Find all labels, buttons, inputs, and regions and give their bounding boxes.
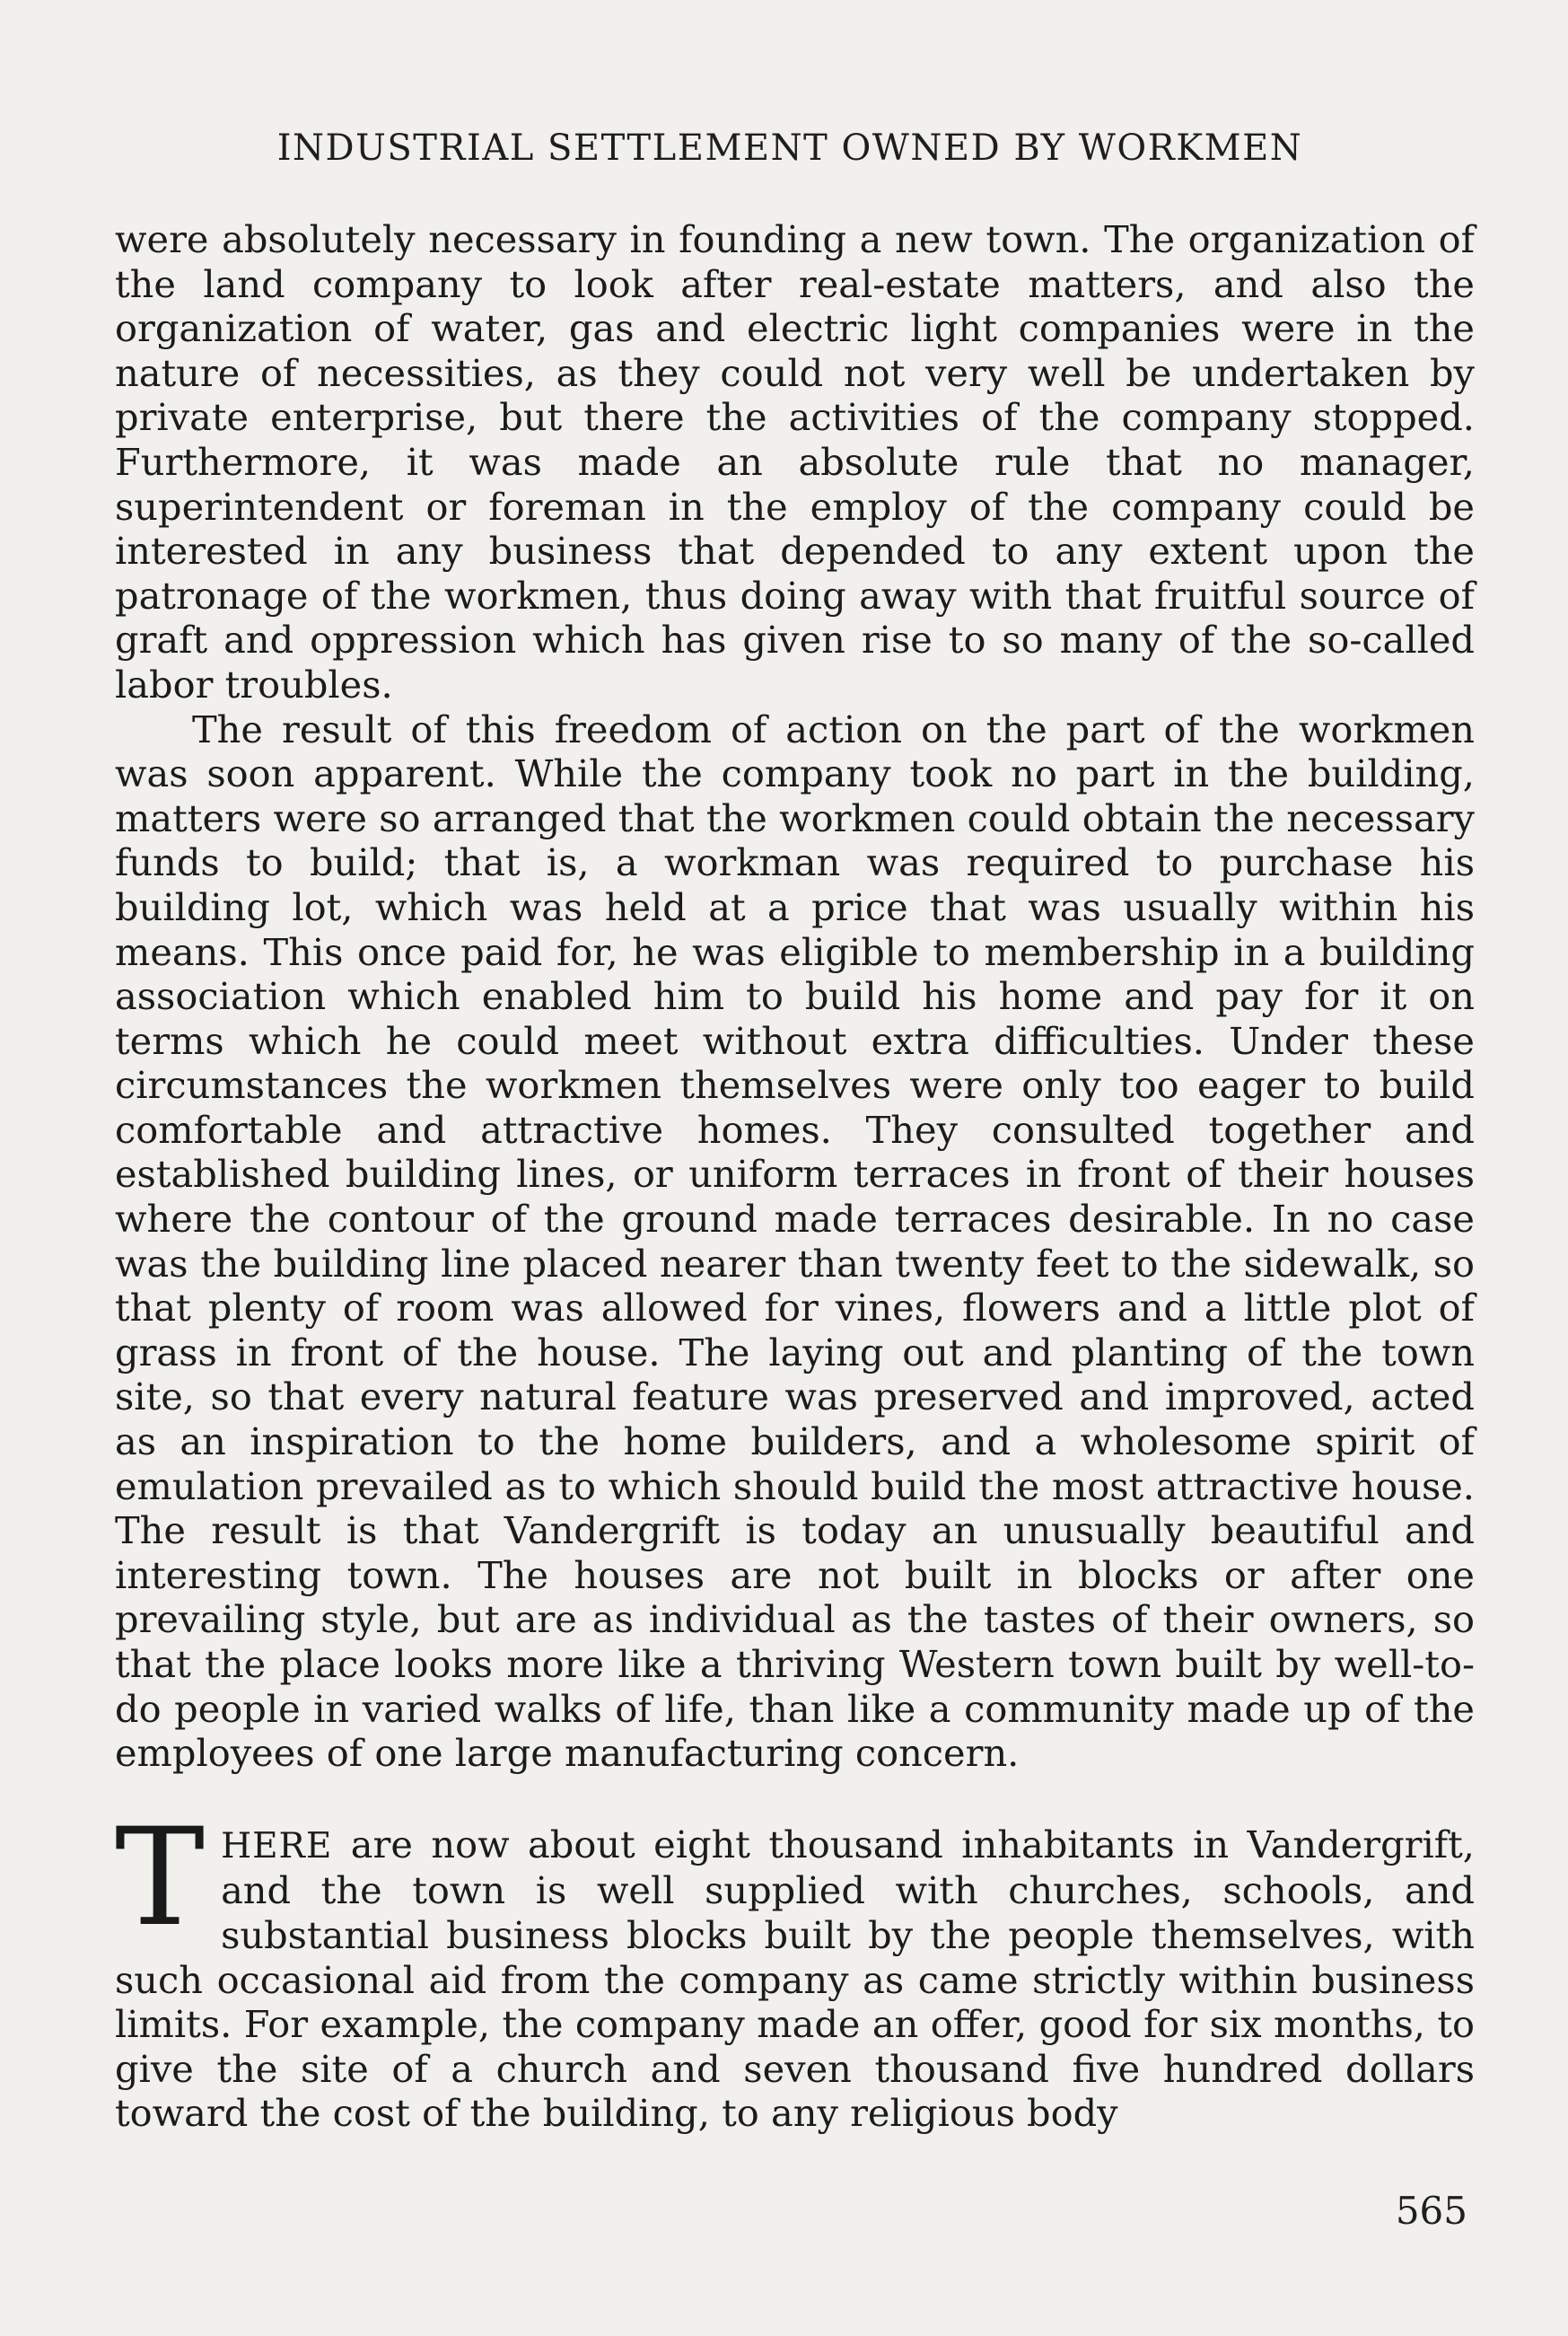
paragraph-continuation: were absolutely necessary in founding a new town. The organization of the land company to look after real-estate matters, and also the organization of water, gas and electric light companies were in the nature of necessities, as they could not very well be undertaken by private enterprise, but there the activities of the company stopped. Furthermore, it was made an absolute rule that no manager, superintendent or foreman in the employ of the company could be interested in any business that depended to any extent upon the patronage of the workmen, thus doing away with that fruitful source of graft and oppression which has given rise to so many of the so-called labor troubles.: [115, 217, 1475, 707]
body-text: [115, 217, 1475, 2136]
page-number: 565: [1395, 2189, 1467, 2233]
drop-cap: T: [115, 1799, 206, 1956]
section-text: are now about eight thousand inhabitants in Vandergrift, and the town is well supplied with churches, schools, and substantial business blocks built by the people themselves, with such occasional aid from the company as came strictly within business limits. For example, the company made an offer, good for six months, to give the site of a church and seven thousand five hundred dollars toward the cost of the building, to any religious body: [115, 1822, 1475, 2136]
section-lead-word: HERE: [221, 1825, 333, 1866]
paragraph-result: The result of this freedom of action on the part of the workmen was soon apparent. While the company took no part in the building, matters were so arranged that the workmen could obtain the necessary funds to build; that is, a workman was required to purchase his building lot, which was held at a price that was usually within his means. This once paid for, he was eligible to membership in a building association which enabled him to build his home and pay for it on terms which he could meet without extra difficulties. Under these circumstances the workmen themselves were only too eager to build comfortable and attractive homes. They consulted together and established building lines, or uniform terraces in front of their houses where the contour of the ground made terraces desirable. In no case was the building line placed nearer than twenty feet to the sidewalk, so that plenty of room was allowed for vines, flowers and a little plot of grass in front of the house. The laying out and planting of the town site, so that every natural feature was preserved and improved, acted as an inspiration to the home builders, and a wholesome spirit of emulation prevailed as to which should build the most attractive house. The result is that Vandergrift is today an unusually beautiful and interesting town. The houses are not built in blocks or after one prevailing style, but are as individual as the tastes of their owners, so that the place looks more like a thriving Western town built by well-to-do people in varied walks of life, than like a community made up of the employees of one large manufacturing concern.: [115, 707, 1475, 1776]
section-paragraph: [115, 1799, 1475, 2136]
running-head: INDUSTRIAL SETTLEMENT OWNED BY WORKMEN: [276, 127, 1303, 169]
